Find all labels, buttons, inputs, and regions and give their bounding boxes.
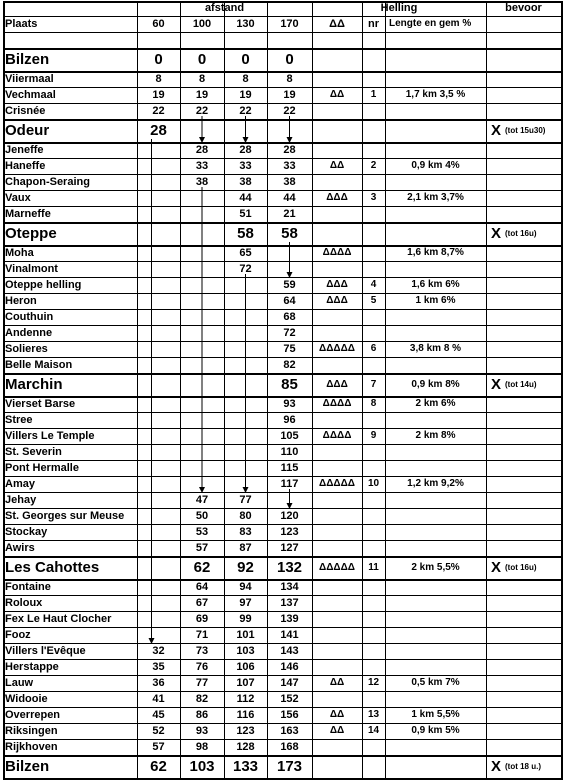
climb-length: 2 km 5,5% bbox=[411, 562, 460, 573]
climb-length: 0,9 km 5% bbox=[411, 725, 460, 736]
distance-130: 87 bbox=[239, 542, 252, 554]
header-nr: nr bbox=[368, 18, 379, 30]
distance-100: 98 bbox=[195, 741, 209, 753]
distance-60: 28 bbox=[150, 122, 167, 139]
distance-130: 38 bbox=[239, 176, 252, 188]
distance-130: 19 bbox=[239, 89, 252, 101]
distance-130: 28 bbox=[239, 144, 252, 156]
location-name: Fex Le Haut Clocher bbox=[5, 613, 112, 625]
distance-100: 62 bbox=[193, 559, 211, 576]
distance-170: 127 bbox=[280, 542, 299, 554]
distance-130: 94 bbox=[239, 581, 252, 593]
distance-60: 0 bbox=[154, 51, 163, 68]
supply-mark: X bbox=[490, 559, 501, 576]
distance-170: 96 bbox=[283, 414, 296, 426]
distance-100: 67 bbox=[195, 597, 209, 609]
distance-170: 8 bbox=[286, 73, 293, 85]
climb-length: 1,2 km 9,2% bbox=[407, 478, 464, 489]
climb-length: 0,5 km 7% bbox=[411, 677, 460, 688]
supply-mark: X bbox=[490, 376, 501, 393]
location-name: Jeneffe bbox=[5, 144, 44, 156]
supply-mark: X bbox=[490, 122, 501, 139]
distance-60: 35 bbox=[152, 661, 165, 673]
location-name: Andenne bbox=[5, 327, 53, 339]
distance-170: 33 bbox=[283, 160, 296, 172]
climb-length: 1 km 6% bbox=[415, 295, 456, 306]
distance-170: 75 bbox=[283, 343, 296, 355]
distance-100: 8 bbox=[198, 73, 206, 85]
climb-rating: ΔΔ bbox=[329, 709, 345, 720]
distance-170: 134 bbox=[280, 581, 299, 593]
climb-length: 1,7 km 3,5 % bbox=[405, 89, 466, 100]
distance-130: 101 bbox=[236, 629, 255, 641]
distance-100: 19 bbox=[195, 89, 209, 101]
distance-100: 50 bbox=[195, 510, 209, 522]
distance-130: 33 bbox=[239, 160, 252, 172]
climb-rating: ΔΔΔΔΔ bbox=[319, 343, 355, 354]
distance-170: 93 bbox=[283, 398, 296, 410]
location-name: Vaux bbox=[5, 192, 31, 204]
climb-length: 2,1 km 3,7% bbox=[407, 192, 464, 203]
location-name: St. Severin bbox=[5, 446, 62, 458]
distance-170: 115 bbox=[280, 462, 299, 474]
distance-170: 58 bbox=[281, 225, 298, 242]
distance-170: 82 bbox=[283, 359, 296, 371]
supply-mark: X bbox=[490, 758, 501, 775]
header-helling: Helling bbox=[380, 2, 418, 14]
distance-170: 173 bbox=[276, 758, 303, 775]
distance-60: 36 bbox=[152, 677, 165, 689]
distance-170: 38 bbox=[283, 176, 296, 188]
distance-130: 72 bbox=[239, 263, 252, 275]
location-name: Solieres bbox=[5, 343, 48, 355]
distance-60: 8 bbox=[155, 73, 162, 85]
distance-100: 0 bbox=[197, 51, 207, 68]
location-name: Pont Hermalle bbox=[5, 462, 79, 474]
climb-rating: ΔΔ bbox=[329, 725, 345, 736]
distance-170: 146 bbox=[280, 661, 299, 673]
climb-rating: ΔΔΔΔ bbox=[322, 247, 352, 258]
climb-length: 1,6 km 8,7% bbox=[407, 247, 464, 258]
distance-170: 85 bbox=[281, 376, 298, 393]
distance-130: 128 bbox=[236, 741, 255, 753]
climb-length: 1,6 km 6% bbox=[411, 279, 460, 290]
distance-100: 76 bbox=[195, 661, 209, 673]
climb-number: 14 bbox=[367, 725, 380, 736]
distance-60: 52 bbox=[152, 725, 165, 737]
major-location-name: Odeur bbox=[5, 122, 50, 139]
location-name: Belle Maison bbox=[5, 359, 73, 371]
distance-100: 82 bbox=[195, 693, 209, 705]
distance-170: 68 bbox=[283, 311, 296, 323]
climb-number: 12 bbox=[367, 677, 380, 688]
climb-rating: ΔΔ bbox=[329, 89, 345, 100]
distance-170: 143 bbox=[280, 645, 299, 657]
distance-100: 71 bbox=[195, 629, 209, 641]
distance-100: 53 bbox=[195, 526, 209, 538]
distance-130: 123 bbox=[236, 725, 255, 737]
distance-100: 93 bbox=[195, 725, 209, 737]
location-name: Roloux bbox=[5, 597, 43, 609]
climb-rating: ΔΔ bbox=[329, 677, 345, 688]
climb-number: 5 bbox=[370, 295, 377, 306]
header-bevoor: bevoor bbox=[505, 2, 542, 14]
supply-mark: X bbox=[490, 225, 501, 242]
distance-130: 22 bbox=[239, 105, 252, 117]
distance-170: 59 bbox=[283, 279, 296, 291]
distance-170: 141 bbox=[280, 629, 299, 641]
distance-170: 110 bbox=[280, 446, 299, 458]
distance-170: 168 bbox=[280, 741, 299, 753]
header-dist-170: 170 bbox=[280, 18, 299, 30]
grid-line bbox=[3, 32, 561, 33]
distance-170: 139 bbox=[280, 613, 299, 625]
climb-number: 11 bbox=[368, 562, 379, 573]
distance-130: 112 bbox=[236, 693, 255, 705]
distance-170: 22 bbox=[283, 105, 296, 117]
distance-60: 41 bbox=[152, 693, 165, 705]
distance-100: 73 bbox=[195, 645, 209, 657]
distance-100: 77 bbox=[195, 677, 209, 689]
location-name: Fontaine bbox=[5, 581, 51, 593]
location-name: Widooie bbox=[5, 693, 48, 705]
distance-170: 147 bbox=[280, 677, 299, 689]
distance-100: 86 bbox=[195, 709, 209, 721]
distance-170: 44 bbox=[283, 192, 296, 204]
location-name: Jehay bbox=[5, 494, 37, 506]
location-name: Marneffe bbox=[5, 208, 51, 220]
distance-100: 38 bbox=[195, 176, 209, 188]
distance-100: 22 bbox=[195, 105, 209, 117]
location-name: Stockay bbox=[5, 526, 48, 538]
distance-130: 77 bbox=[239, 494, 252, 506]
distance-60: 19 bbox=[152, 89, 165, 101]
climb-length: 1 km 5,5% bbox=[411, 709, 460, 720]
distance-130: 97 bbox=[239, 597, 252, 609]
climb-number: 8 bbox=[370, 398, 377, 409]
supply-time: (tot 15u30) bbox=[505, 126, 546, 135]
location-name: Villers Le Temple bbox=[5, 430, 95, 442]
climb-length: 2 km 8% bbox=[415, 430, 456, 441]
location-name: Crisnée bbox=[5, 105, 46, 117]
climb-number: 6 bbox=[370, 343, 377, 354]
major-location-name: Oteppe bbox=[5, 225, 57, 242]
location-name: Riksingen bbox=[5, 725, 58, 737]
location-name: Overrepen bbox=[5, 709, 61, 721]
grid-line bbox=[561, 1, 563, 779]
distance-130: 8 bbox=[242, 73, 249, 85]
supply-time: (tot 18 u.) bbox=[505, 762, 541, 771]
distance-170: 152 bbox=[280, 693, 299, 705]
header-dist-100: 100 bbox=[192, 18, 212, 30]
distance-100: 69 bbox=[195, 613, 209, 625]
climb-rating: ΔΔ bbox=[329, 160, 345, 171]
distance-130: 80 bbox=[239, 510, 252, 522]
climb-number: 2 bbox=[370, 160, 377, 171]
distance-170: 120 bbox=[280, 510, 299, 522]
location-name: Vinalmont bbox=[5, 263, 58, 275]
distance-170: 19 bbox=[283, 89, 296, 101]
major-location-name: Bilzen bbox=[5, 51, 50, 68]
major-location-name: Les Cahottes bbox=[5, 559, 100, 576]
climb-length: 2 km 6% bbox=[415, 398, 456, 409]
distance-130: 103 bbox=[236, 645, 255, 657]
distance-130: 83 bbox=[239, 526, 252, 538]
supply-time: (tot 14u) bbox=[505, 380, 537, 389]
climb-number: 9 bbox=[370, 430, 377, 441]
distance-60: 57 bbox=[152, 741, 165, 753]
distance-100: 28 bbox=[195, 144, 209, 156]
distance-130: 51 bbox=[239, 208, 252, 220]
distance-130: 116 bbox=[236, 709, 255, 721]
climb-rating: ΔΔΔΔΔ bbox=[319, 478, 355, 489]
distance-170: 117 bbox=[280, 478, 299, 490]
location-name: Herstappe bbox=[5, 661, 59, 673]
climb-rating: ΔΔΔΔ bbox=[322, 430, 352, 441]
distance-170: 72 bbox=[283, 327, 296, 339]
distance-170: 123 bbox=[280, 526, 299, 538]
distance-170: 21 bbox=[283, 208, 296, 220]
supply-time: (tot 16u) bbox=[505, 229, 537, 238]
header-dist-130: 130 bbox=[236, 18, 255, 30]
location-name: Moha bbox=[5, 247, 34, 259]
supply-time: (tot 16u) bbox=[505, 563, 537, 572]
distance-100: 47 bbox=[195, 494, 209, 506]
distance-60: 45 bbox=[152, 709, 165, 721]
header-plaats: Plaats bbox=[5, 18, 38, 30]
location-name: St. Georges sur Meuse bbox=[5, 510, 125, 522]
distance-170: 132 bbox=[276, 559, 303, 576]
location-name: Heron bbox=[5, 295, 37, 307]
climb-rating: ΔΔΔ bbox=[326, 192, 348, 203]
distance-100: 33 bbox=[195, 160, 209, 172]
distance-60: 22 bbox=[152, 105, 165, 117]
distance-170: 105 bbox=[280, 430, 299, 442]
climb-length: 0,9 km 8% bbox=[411, 379, 460, 390]
header-dist-60: 60 bbox=[152, 18, 165, 30]
distance-170: 137 bbox=[280, 597, 299, 609]
distance-170: 64 bbox=[283, 295, 296, 307]
climb-length: 3,8 km 8 % bbox=[409, 343, 462, 354]
distance-100: 64 bbox=[195, 581, 209, 593]
distance-130: 92 bbox=[237, 559, 254, 576]
climb-number: 10 bbox=[367, 478, 380, 489]
distance-130: 58 bbox=[237, 225, 254, 242]
climb-number: 7 bbox=[370, 379, 377, 390]
location-name: Stree bbox=[5, 414, 33, 426]
distance-130: 106 bbox=[236, 661, 255, 673]
location-name: Chapon-Seraing bbox=[5, 176, 90, 188]
distance-130: 133 bbox=[232, 758, 259, 775]
header-afstand: afstand bbox=[204, 2, 245, 14]
location-name: Haneffe bbox=[5, 160, 46, 172]
climb-number: 3 bbox=[370, 192, 377, 203]
distance-170: 0 bbox=[285, 51, 294, 68]
location-name: Awirs bbox=[5, 542, 35, 554]
distance-100: 57 bbox=[195, 542, 209, 554]
location-name: Amay bbox=[5, 478, 35, 490]
location-name: Viiermaal bbox=[5, 73, 54, 85]
location-name: Rijkhoven bbox=[5, 741, 58, 753]
location-name: Vechmaal bbox=[5, 89, 56, 101]
distance-130: 107 bbox=[236, 677, 255, 689]
location-name: Oteppe helling bbox=[5, 279, 82, 291]
major-location-name: Bilzen bbox=[5, 758, 50, 775]
distance-130: 44 bbox=[239, 192, 252, 204]
location-name: Couthuin bbox=[5, 311, 54, 323]
distance-170: 156 bbox=[280, 709, 299, 721]
climb-number: 4 bbox=[370, 279, 377, 290]
climb-length: 0,9 km 4% bbox=[411, 160, 460, 171]
distance-60: 32 bbox=[152, 645, 165, 657]
location-name: Villers l'Evêque bbox=[5, 645, 86, 657]
header-triangles: ΔΔ bbox=[329, 18, 345, 30]
distance-60: 62 bbox=[150, 758, 167, 775]
climb-rating: ΔΔΔ bbox=[326, 279, 348, 290]
grid-line bbox=[486, 1, 487, 779]
distance-100: 103 bbox=[189, 758, 215, 775]
climb-number: 1 bbox=[370, 89, 377, 100]
climb-number: 13 bbox=[367, 709, 380, 720]
climb-rating: ΔΔΔΔ bbox=[322, 398, 352, 409]
climb-rating: ΔΔΔ bbox=[326, 295, 348, 306]
location-name: Fooz bbox=[5, 629, 31, 641]
distance-170: 163 bbox=[280, 725, 299, 737]
distance-130: 99 bbox=[239, 613, 252, 625]
climb-rating: ΔΔΔΔΔ bbox=[319, 562, 355, 573]
distance-130: 0 bbox=[241, 51, 250, 68]
major-location-name: Marchin bbox=[5, 376, 63, 393]
location-name: Vierset Barse bbox=[5, 398, 76, 410]
distance-130: 65 bbox=[239, 247, 252, 259]
distance-170: 28 bbox=[283, 144, 296, 156]
location-name: Lauw bbox=[5, 677, 34, 689]
climb-rating: ΔΔΔ bbox=[326, 379, 348, 390]
header-lengte: Lengte en gem % bbox=[389, 18, 472, 29]
